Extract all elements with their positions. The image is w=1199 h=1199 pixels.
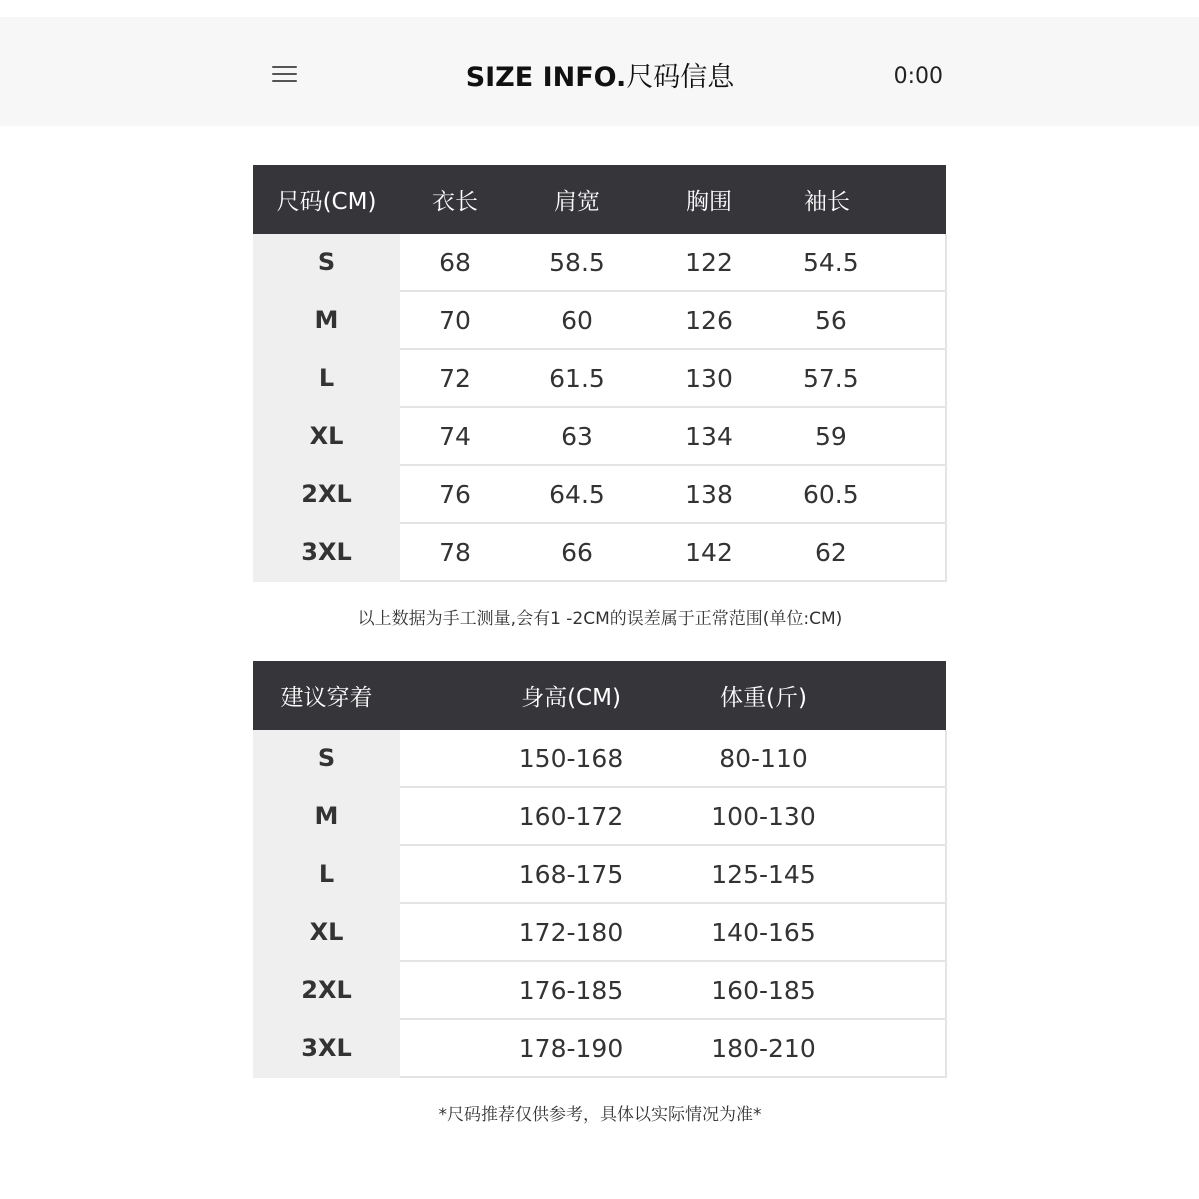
height-value: 150-168: [400, 730, 645, 787]
size-label: XL: [253, 407, 400, 465]
shoulder-value: 60: [510, 291, 644, 349]
table-row: [253, 291, 946, 349]
size-label: L: [253, 845, 400, 903]
page-title-en: SIZE INFO.: [465, 62, 627, 93]
empty-cell: [832, 787, 946, 845]
sleeve-value: 57.5: [774, 349, 946, 407]
header-recommended-size: 建议穿着: [253, 661, 400, 730]
table-row: [253, 465, 946, 523]
chest-value: 126: [644, 291, 774, 349]
header-sleeve: 袖长: [774, 165, 946, 234]
empty-cell: [832, 961, 946, 1019]
table-row: [253, 730, 946, 787]
table-row: [253, 961, 946, 1019]
size-table-header-row: [253, 165, 946, 234]
size-label: XL: [253, 903, 400, 961]
chest-value: 142: [644, 523, 774, 581]
header-height: 身高(CM): [400, 661, 645, 730]
empty-cell: [832, 903, 946, 961]
size-recommendation-table: [253, 661, 947, 1078]
sleeve-value: 54.5: [774, 234, 946, 291]
length-value: 68: [400, 234, 510, 291]
size-label: 3XL: [253, 1019, 400, 1077]
chest-value: 138: [644, 465, 774, 523]
sleeve-value: 59: [774, 407, 946, 465]
weight-value: 140-165: [645, 903, 832, 961]
length-value: 74: [400, 407, 510, 465]
sleeve-value: 60.5: [774, 465, 946, 523]
empty-cell: [832, 730, 946, 787]
table-row: [253, 407, 946, 465]
height-value: 178-190: [400, 1019, 645, 1077]
empty-cell: [832, 1019, 946, 1077]
table-row: [253, 349, 946, 407]
header-weight: 体重(斤): [645, 661, 832, 730]
weight-value: 100-130: [645, 787, 832, 845]
page-title: [200, 55, 1000, 94]
shoulder-value: 63: [510, 407, 644, 465]
sleeve-value: 62: [774, 523, 946, 581]
header-length: 衣长: [400, 165, 510, 234]
header-shoulder: 肩宽: [510, 165, 644, 234]
length-value: 76: [400, 465, 510, 523]
header-size-cm: 尺码(CM): [253, 165, 400, 234]
page-title-cn: 尺码信息: [626, 62, 735, 93]
size-label: 3XL: [253, 523, 400, 581]
fit-table-header-row: [253, 661, 946, 730]
time-display: 0:00: [893, 64, 943, 89]
size-measurement-table: [253, 165, 947, 582]
recommendation-note: *尺码推荐仅供参考，具体以实际情况为准*: [438, 1105, 762, 1125]
length-value: 70: [400, 291, 510, 349]
chest-value: 134: [644, 407, 774, 465]
shoulder-value: 66: [510, 523, 644, 581]
sleeve-value: 56: [774, 291, 946, 349]
empty-cell: [832, 845, 946, 903]
header-spacer: [832, 661, 946, 730]
chest-value: 122: [644, 234, 774, 291]
table-row: [253, 523, 946, 581]
weight-value: 125-145: [645, 845, 832, 903]
height-value: 160-172: [400, 787, 645, 845]
weight-value: 180-210: [645, 1019, 832, 1077]
size-label: M: [253, 787, 400, 845]
weight-value: 80-110: [645, 730, 832, 787]
table-row: [253, 787, 946, 845]
height-value: 172-180: [400, 903, 645, 961]
measurement-note: 以上数据为手工测量,会有1 -2CM的误差属于正常范围(单位:CM): [357, 609, 843, 629]
top-bar: [0, 17, 1199, 126]
size-label: M: [253, 291, 400, 349]
table-row: [253, 234, 946, 291]
table-row: [253, 1019, 946, 1077]
shoulder-value: 64.5: [510, 465, 644, 523]
table-row: [253, 903, 946, 961]
length-value: 72: [400, 349, 510, 407]
size-label: 2XL: [253, 465, 400, 523]
length-value: 78: [400, 523, 510, 581]
chest-value: 130: [644, 349, 774, 407]
size-label: S: [253, 730, 400, 787]
shoulder-value: 58.5: [510, 234, 644, 291]
height-value: 168-175: [400, 845, 645, 903]
table-row: [253, 845, 946, 903]
size-label: L: [253, 349, 400, 407]
size-label: 2XL: [253, 961, 400, 1019]
shoulder-value: 61.5: [510, 349, 644, 407]
weight-value: 160-185: [645, 961, 832, 1019]
size-label: S: [253, 234, 400, 291]
height-value: 176-185: [400, 961, 645, 1019]
header-chest: 胸围: [644, 165, 774, 234]
